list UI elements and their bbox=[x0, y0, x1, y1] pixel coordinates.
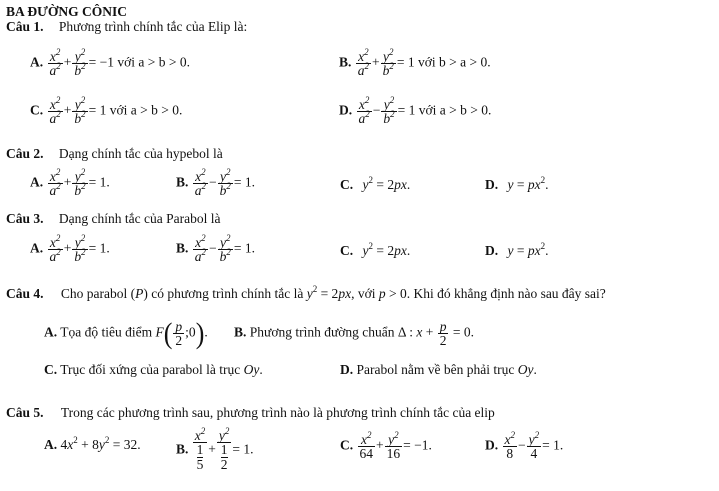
q2-a-fraction-x: $\frac{x^2}{a^2}$ bbox=[49, 167, 61, 198]
q3-option-c[interactable]: C. $y^2 = 2px$. bbox=[340, 241, 411, 258]
q3-a-fraction-x: $\frac{x^2}{a^2}$ bbox=[49, 233, 61, 264]
q1-option-a[interactable]: A. $\frac{x^2}{a^2}$ + $\frac{y^2}{b^2}$ = −1 với a > b > 0. bbox=[30, 47, 190, 78]
question-1 bbox=[6, 19, 247, 35]
q3-option-d-letter: D. bbox=[485, 243, 499, 258]
q5-c-fraction-x: $\frac{x^2}{64}$ bbox=[359, 430, 373, 461]
q5-option-d[interactable]: D. $\frac{x^2}{8}$ − $\frac{y^2}{4}$ = 1. bbox=[485, 430, 564, 461]
q1-option-c[interactable]: C. $\frac{x^2}{a^2}$ + $\frac{y^2}{b^2}$ = 1 với a > b > 0. bbox=[30, 95, 183, 126]
question-4-label: Câu 4. bbox=[6, 286, 44, 301]
q5-option-b[interactable]: B. $\frac{x^2}{\frac{1}{5}}$ + $\frac{y^2}{\frac{1}{2}}$ = 1. bbox=[176, 426, 254, 472]
q5-option-c[interactable]: C. $\frac{x^2}{64}$ + $\frac{y^2}{16}$ = −1. bbox=[340, 430, 432, 461]
q3-option-b-letter: B. bbox=[176, 240, 189, 256]
q4-option-a[interactable]: A. Tọa độ tiêu điểm F( $\frac{p}{2}$ ;0). bbox=[44, 316, 208, 350]
q3-option-c-letter: C. bbox=[340, 243, 354, 258]
q5-d-fraction-y: $\frac{y^2}{4}$ bbox=[528, 430, 540, 461]
q1-option-b-letter: B. bbox=[339, 54, 352, 70]
q1-option-a-condition: với a > b > 0. bbox=[117, 54, 190, 70]
q2-option-a[interactable]: A. $\frac{x^2}{a^2}$ + $\frac{y^2}{b^2}$ = 1. bbox=[30, 167, 110, 198]
q4-option-b-text: Phương trình đường chuẩn bbox=[249, 324, 395, 340]
question-3-text: Dạng chính tắc của Parabol là bbox=[58, 211, 221, 226]
question-5-label: Câu 5. bbox=[6, 405, 44, 420]
q2-option-c-letter: C. bbox=[340, 177, 354, 192]
q4-option-d[interactable]: D. Parabol nằm về bên phải trục Oy. bbox=[340, 362, 537, 377]
q1-d-fraction-x: $\frac{x^2}{a^2}$ bbox=[358, 95, 370, 126]
q2-option-a-letter: A. bbox=[30, 174, 44, 190]
q2-b-fraction-x: $\frac{x^2}{a^2}$ bbox=[194, 167, 207, 198]
question-1-label: Câu 1. bbox=[6, 19, 44, 34]
q3-b-fraction-y: $\frac{y^2}{b^2}$ bbox=[219, 233, 231, 264]
question-3 bbox=[6, 211, 220, 227]
document-title: BA ĐƯỜNG CÔNIC bbox=[6, 4, 128, 19]
q4-b-fraction-p: $\frac{p}{2}$ bbox=[439, 319, 447, 348]
question-4-text-4: . Khi đó khẳng định nào sau đây sai? bbox=[406, 286, 606, 301]
q3-option-b[interactable]: B. $\frac{x^2}{a^2}$ − $\frac{y^2}{b^2}$ = 1. bbox=[176, 233, 256, 264]
q2-option-b-letter: B. bbox=[176, 174, 189, 190]
q5-option-a-letter: A. bbox=[44, 437, 58, 452]
q5-c-fraction-y: $\frac{y^2}{16}$ bbox=[386, 430, 401, 461]
q1-option-d-letter: D. bbox=[339, 102, 353, 118]
q1-a-fraction-x: $\frac{x^2}{a^2}$ bbox=[49, 47, 61, 78]
q5-option-d-letter: D. bbox=[485, 437, 499, 453]
q1-d-fraction-y: $\frac{y^2}{b^2}$ bbox=[383, 95, 395, 126]
q3-option-a[interactable]: A. $\frac{x^2}{a^2}$ + $\frac{y^2}{b^2}$ = 1. bbox=[30, 233, 110, 264]
q5-b-fraction-x: $\frac{x^2}{\frac{1}{5}}$ bbox=[194, 426, 206, 472]
q1-c-fraction-y: $\frac{y^2}{b^2}$ bbox=[74, 95, 86, 126]
q2-b-fraction-y: $\frac{y^2}{b^2}$ bbox=[219, 167, 231, 198]
q5-d-fraction-x: $\frac{x^2}{8}$ bbox=[504, 430, 515, 461]
q5-option-b-letter: B. bbox=[176, 441, 189, 457]
q1-b-fraction-y: $\frac{y^2}{b^2}$ bbox=[382, 47, 394, 78]
q3-option-a-letter: A. bbox=[30, 240, 44, 256]
q4-option-c[interactable]: C. Trục đối xứng của parabol là trục Oy. bbox=[44, 362, 263, 377]
question-3-label: Câu 3. bbox=[6, 211, 44, 226]
question-4-text-2: có phương trình chính tắc là bbox=[151, 286, 304, 301]
q4-option-d-letter: D. bbox=[340, 362, 354, 377]
q1-option-b[interactable]: B. $\frac{x^2}{a^2}$ + $\frac{y^2}{b^2}$ = 1 với b > a > 0. bbox=[339, 47, 491, 78]
question-5 bbox=[6, 405, 495, 421]
question-2-label: Câu 2. bbox=[6, 146, 44, 161]
question-4-text-3: , với bbox=[351, 286, 376, 301]
q1-b-fraction-x: $\frac{x^2}{a^2}$ bbox=[357, 47, 370, 78]
q2-option-d-letter: D. bbox=[485, 177, 499, 192]
question-1-text: Phương trình chính tắc của Elip là: bbox=[58, 19, 248, 34]
q2-option-d[interactable]: D. $y = px^2$. bbox=[485, 175, 549, 192]
q1-option-b-condition: với b > a > 0. bbox=[418, 54, 491, 70]
question-4-text-1: Cho parabol bbox=[60, 286, 128, 301]
q4-option-b[interactable]: B. Phương trình đường chuẩn Δ : x + $\frac{p}{2}$ = 0. bbox=[234, 319, 474, 348]
q4-option-a-letter: A. bbox=[44, 324, 58, 340]
q4-option-c-text: Trục đối xứng của parabol là trục bbox=[60, 362, 241, 377]
q1-option-a-letter: A. bbox=[30, 54, 44, 70]
q2-a-fraction-y: $\frac{y^2}{b^2}$ bbox=[74, 167, 86, 198]
q4-option-a-text: Tọa độ tiêu điểm bbox=[60, 324, 153, 340]
question-5-text: Trong các phương trình sau, phương trình nào là phương trình chính tắc của elip bbox=[60, 405, 495, 420]
question-2 bbox=[6, 146, 223, 162]
q5-b-fraction-y: $\frac{y^2}{\frac{1}{2}}$ bbox=[218, 426, 230, 472]
q5-option-a[interactable]: A. $4x^2 + 8y^2 = 32$. bbox=[44, 435, 141, 452]
q3-option-d[interactable]: D. $y = px^2$. bbox=[485, 241, 549, 258]
q2-option-c[interactable]: C. $y^2 = 2px$. bbox=[340, 175, 411, 192]
q4-option-d-text: Parabol nằm về bên phải trục bbox=[356, 362, 515, 377]
q1-option-d-condition: với a > b > 0. bbox=[418, 102, 492, 118]
q5-option-c-letter: C. bbox=[340, 437, 354, 453]
q1-option-c-condition: với a > b > 0. bbox=[109, 102, 183, 118]
q4-option-c-letter: C. bbox=[44, 362, 58, 377]
q1-c-fraction-x: $\frac{x^2}{a^2}$ bbox=[49, 95, 61, 126]
question-4: Câu 4. Cho parabol (P) có phương trình chính tắc là $y^2 = 2px$, với p > 0. Khi đó khẳng định nào sau đây sai? bbox=[6, 284, 606, 301]
q3-a-fraction-y: $\frac{y^2}{b^2}$ bbox=[74, 233, 86, 264]
q1-option-c-letter: C. bbox=[30, 102, 44, 118]
q4-a-fraction-p: $\frac{p}{2}$ bbox=[175, 319, 183, 348]
q4-option-b-letter: B. bbox=[234, 324, 247, 340]
q3-b-fraction-x: $\frac{x^2}{a^2}$ bbox=[194, 233, 207, 264]
q1-a-fraction-y: $\frac{y^2}{b^2}$ bbox=[74, 47, 86, 78]
q2-option-b[interactable]: B. $\frac{x^2}{a^2}$ − $\frac{y^2}{b^2}$ = 1. bbox=[176, 167, 256, 198]
q1-option-d[interactable]: D. $\frac{x^2}{a^2}$ − $\frac{y^2}{b^2}$ = 1 với a > b > 0. bbox=[339, 95, 492, 126]
question-2-text: Dạng chính tắc của hypebol là bbox=[58, 146, 223, 161]
